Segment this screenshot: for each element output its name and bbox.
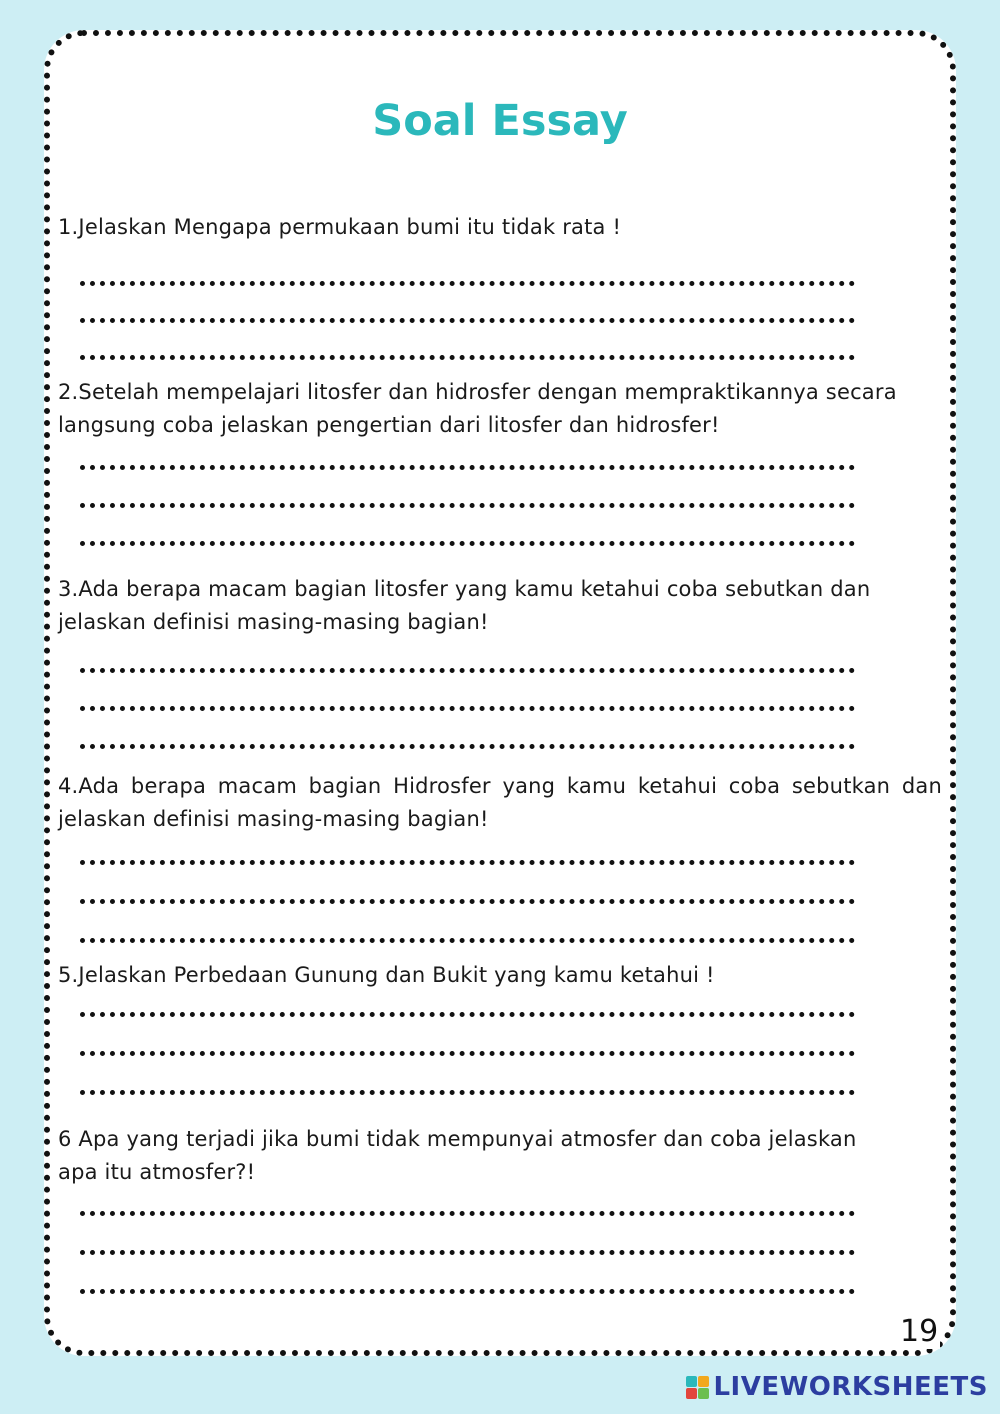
logo-square-1 bbox=[686, 1376, 697, 1387]
question-5: 5.Jelaskan Perbedaan Gunung dan Bukit yang kamu ketahui ! bbox=[58, 963, 715, 987]
answer-line-5-1[interactable] bbox=[80, 1012, 855, 1017]
logo-square-3 bbox=[686, 1388, 697, 1399]
logo-square-2 bbox=[698, 1376, 709, 1387]
answer-line-2-3[interactable] bbox=[80, 541, 855, 546]
liveworksheets-footer[interactable] bbox=[686, 1372, 988, 1402]
answer-line-5-2[interactable] bbox=[80, 1051, 855, 1056]
answer-line-3-2[interactable] bbox=[80, 706, 855, 711]
answer-line-1-2[interactable] bbox=[80, 318, 855, 323]
logo-square-4 bbox=[698, 1388, 709, 1399]
brand-name: LIVEWORKSHEETS bbox=[713, 1372, 988, 1402]
answer-line-4-1[interactable] bbox=[80, 860, 855, 865]
question-3: 3.Ada berapa macam bagian litosfer yang kamu ketahui coba sebutkan dan jelaskan definisi masing-masing bagian! bbox=[58, 577, 871, 634]
answer-line-6-1[interactable] bbox=[80, 1211, 855, 1216]
answer-line-6-3[interactable] bbox=[80, 1289, 855, 1294]
page-title: Soal Essay bbox=[372, 96, 628, 146]
question-2: 2.Setelah mempelajari litosfer dan hidrosfer dengan mempraktikannya secara langsung coba jelaskan pengertian dari litosfer dan hidrosfer! bbox=[58, 380, 897, 437]
answer-line-4-3[interactable] bbox=[80, 938, 855, 943]
answer-line-4-2[interactable] bbox=[80, 899, 855, 904]
answer-line-6-2[interactable] bbox=[80, 1250, 855, 1255]
answer-line-2-1[interactable] bbox=[80, 465, 855, 470]
question-4: 4.Ada berapa macam bagian Hidrosfer yang kamu ketahui coba sebutkan dan jelaskan definisi masing-masing bagian! bbox=[58, 774, 942, 831]
answer-line-2-2[interactable] bbox=[80, 503, 855, 508]
question-1: 1.Jelaskan Mengapa permukaan bumi itu tidak rata ! bbox=[58, 215, 622, 239]
answer-line-5-3[interactable] bbox=[80, 1090, 855, 1095]
answer-line-3-3[interactable] bbox=[80, 744, 855, 749]
liveworksheets-logo-icon bbox=[686, 1376, 709, 1399]
answer-line-3-1[interactable] bbox=[80, 668, 855, 673]
answer-line-1-3[interactable] bbox=[80, 355, 855, 360]
answer-line-1-1[interactable] bbox=[80, 281, 855, 286]
question-6: 6 Apa yang terjadi jika bumi tidak mempunyai atmosfer dan coba jelaskan apa itu atmosfer?! bbox=[58, 1127, 857, 1184]
page-number: 19 bbox=[900, 1314, 939, 1349]
